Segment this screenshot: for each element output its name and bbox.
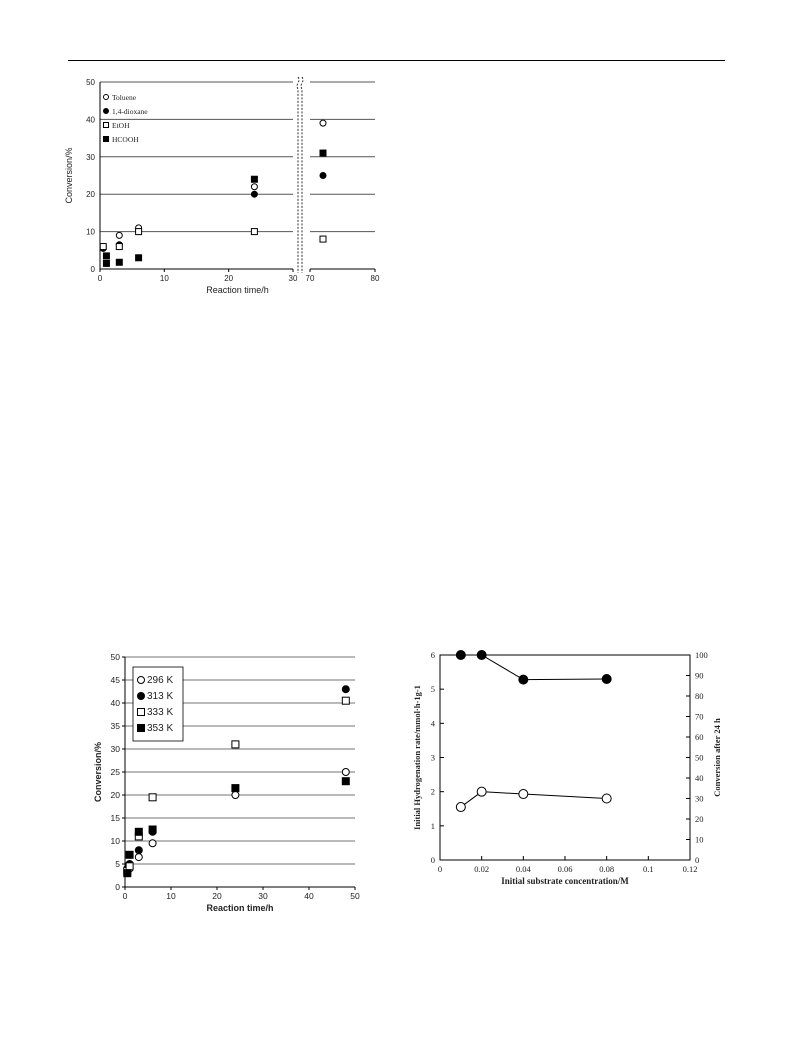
x-tick-label: 80 [370,274,380,283]
data-point [320,150,326,156]
x-tick-label: 0.02 [474,864,490,874]
data-point [100,244,106,250]
y-right-tick-label: 0 [695,855,700,865]
y-right-tick-label: 60 [695,732,704,742]
data-point [149,840,156,847]
y-tick-label: 35 [110,721,120,731]
x-axis-label: Reaction time/h [206,903,274,913]
legend-marker [138,709,145,716]
legend-label: HCOOH [112,135,139,144]
x-axis-label: Reaction time/h [206,285,269,295]
data-point [103,253,109,259]
data-point [126,863,133,870]
data-point [103,260,109,266]
y-right-tick-label: 20 [695,814,704,824]
data-point [232,741,239,748]
x-tick-label: 0.06 [557,864,573,874]
legend-label: EtOH [112,121,130,130]
plot-frame [440,655,690,860]
chart-concentration-rate [400,645,722,895]
y-right-tick-label: 50 [695,752,704,763]
legend-marker [104,95,109,100]
legend-marker [104,109,109,114]
y-axis-label: Conversion/% [64,147,74,204]
y-tick-label: 0 [90,265,95,274]
x-tick-label: 30 [288,274,298,283]
chart-temperature-conversion [85,645,375,913]
y-tick-label: 40 [110,698,120,708]
x-tick-label: 30 [258,891,268,901]
y-right-tick-label: 80 [695,691,704,701]
x-tick-label: 0.12 [682,864,698,874]
data-point [135,854,142,861]
x-tick-label: 0 [97,274,103,283]
legend-marker [104,123,109,128]
x-axis-label: Initial substrate concentration/M [501,876,629,886]
x-tick-label: 0 [122,891,128,901]
data-point [251,191,257,197]
y-tick-label: 4 [430,718,435,729]
legend-label: 333 K [147,707,174,718]
data-point [149,826,156,833]
legend-marker [138,677,145,684]
y-tick-label: 50 [86,78,95,87]
data-point [519,790,528,799]
data-point [135,847,142,854]
legend-marker [138,725,145,732]
y-tick-label: 45 [110,675,120,685]
axis-break-mark [297,77,299,273]
data-point [456,651,465,660]
data-point [251,176,257,182]
legend-label: 296 K [147,675,174,686]
data-point [232,792,239,799]
chart-solvent-conversion [60,72,390,294]
data-point [477,651,486,660]
y-tick-label: 1 [430,820,435,831]
y-axis-label: Initial Hydrogenation rate/mmol·h-1g-1 [412,685,422,830]
legend-label: 353 K [147,723,174,734]
y-right-tick-label: 30 [695,793,704,804]
data-point [342,686,349,693]
data-point [116,259,122,265]
legend-label: 1,4-dioxane [112,107,148,116]
x-tick-label: 70 [305,274,315,283]
data-point [342,778,349,785]
x-tick-label: 50 [350,891,360,901]
legend-marker [138,693,145,700]
y-tick-label: 30 [110,744,120,754]
x-tick-label: 0.1 [643,864,654,874]
y-tick-label: 50 [110,652,120,662]
x-tick-label: 0.04 [515,864,531,874]
y-right-tick-label: 10 [695,834,704,845]
data-point [519,675,528,684]
data-point [602,674,611,683]
y-tick-label: 5 [430,684,435,695]
data-point [342,697,349,704]
y-right-tick-label: 100 [695,650,708,660]
y-tick-label: 2 [430,786,435,797]
data-point [456,803,465,812]
data-point [342,769,349,776]
y-tick-label: 5 [115,859,120,869]
y-tick-label: 25 [110,767,120,777]
y-tick-label: 20 [110,790,120,800]
x-tick-label: 20 [212,891,222,901]
data-point [602,794,611,803]
x-tick-label: 10 [159,274,169,283]
y-right-axis-label: Conversion after 24 h [712,718,722,797]
x-tick-label: 0 [437,864,443,874]
data-point [320,236,326,242]
y-axis-label: Conversion/% [93,741,103,803]
x-tick-label: 0.08 [599,864,615,874]
x-tick-label: 20 [224,274,234,283]
x-tick-label: 10 [166,891,176,901]
legend-label: Toluene [112,93,137,102]
y-tick-label: 15 [110,813,120,823]
data-point [126,851,133,858]
y-right-tick-label: 40 [695,773,704,783]
y-right-tick-label: 90 [695,670,704,681]
data-point [135,828,142,835]
y-tick-label: 10 [86,227,95,237]
x-tick-label: 40 [304,891,314,901]
y-tick-label: 40 [86,115,95,125]
data-point [136,229,142,235]
y-tick-label: 0 [430,855,435,865]
y-tick-label: 0 [115,882,120,892]
page-header-rule [68,60,725,61]
y-tick-label: 3 [430,752,435,763]
data-point [232,785,239,792]
data-point [477,787,486,796]
y-tick-label: 10 [110,836,120,846]
data-point [320,173,326,179]
axis-break-mark [301,77,303,273]
y-tick-label: 30 [86,152,95,162]
legend-label: 313 K [147,691,174,702]
y-tick-label: 20 [86,190,95,200]
data-point [116,244,122,250]
legend-marker [104,137,109,142]
data-point [320,120,326,126]
data-point [136,255,142,261]
data-point [251,184,257,190]
data-point [149,794,156,801]
data-point [124,870,131,877]
data-point [251,229,257,235]
y-right-tick-label: 70 [695,711,704,722]
y-tick-label: 6 [430,650,435,660]
data-point [116,232,122,238]
